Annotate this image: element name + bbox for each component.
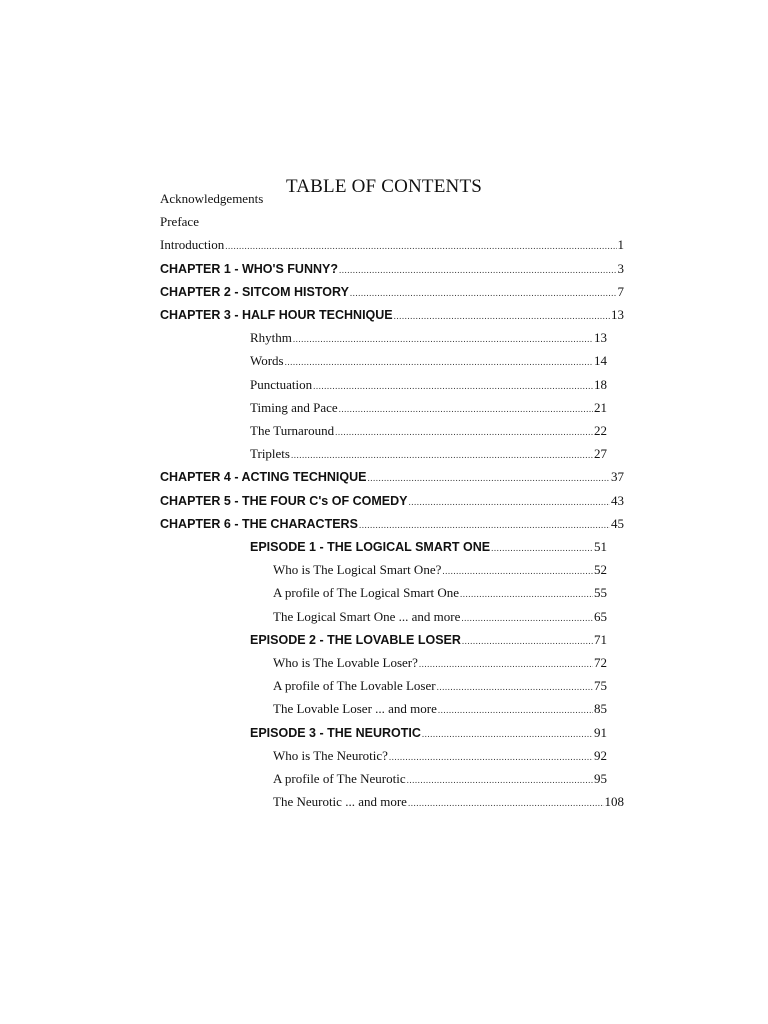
toc-dot-leader	[442, 561, 593, 581]
toc-entry-page: 3	[617, 260, 624, 276]
toc-entry-label: Timing and Pace	[250, 399, 338, 415]
toc-entry	[250, 375, 607, 395]
toc-dot-leader	[389, 747, 593, 767]
toc-entry-page: 51	[594, 539, 607, 554]
toc-dot-leader	[462, 631, 593, 651]
toc-entry-page: 65	[594, 608, 607, 624]
toc-entry	[250, 421, 607, 441]
toc-entry	[160, 305, 624, 325]
toc-entry-label: CHAPTER 6 - THE CHARACTERS	[160, 516, 358, 531]
toc-entry-page: 18	[594, 376, 607, 392]
toc-entry-label: Acknowledgements	[160, 191, 264, 206]
toc-dot-leader	[313, 376, 593, 396]
toc-entry	[160, 467, 624, 487]
toc-entry	[273, 746, 607, 766]
toc-dot-leader	[437, 677, 593, 697]
toc-entry	[250, 537, 607, 557]
toc-entry-label: Triplets	[250, 446, 290, 462]
toc-entry-label: EPISODE 1 - THE LOGICAL SMART ONE	[250, 540, 491, 554]
toc-entry-page: 13	[594, 330, 607, 346]
toc-entry-page: 13	[611, 307, 624, 322]
toc-dot-leader	[408, 492, 610, 512]
toc-dot-leader	[407, 770, 593, 790]
toc-entry-label: The Turnaround	[250, 423, 335, 438]
toc-entry	[250, 444, 607, 464]
toc-entry-page: 92	[594, 747, 607, 763]
toc-dot-leader	[368, 468, 611, 488]
toc-entry-label: A profile of The Lovable Loser	[273, 678, 436, 694]
page-title: TABLE OF CONTENTS	[285, 175, 483, 197]
toc-dot-leader	[408, 793, 604, 813]
toc-entry	[273, 676, 607, 696]
toc-entry-label: Who is The Logical Smart One?	[273, 562, 442, 578]
toc-entry-label: The Neurotic ... and more	[273, 794, 407, 810]
toc-entry-page: 22	[594, 423, 607, 438]
toc-entry-page: 72	[594, 655, 607, 670]
toc-entry-label: CHAPTER 1 - WHO'S FUNNY?	[160, 261, 338, 276]
toc-entry	[250, 723, 607, 743]
toc-entry-page: 21	[594, 399, 607, 415]
toc-entry-page: 37	[611, 469, 624, 485]
toc-entry-label: The Logical Smart One ... and more	[273, 608, 461, 624]
toc-dot-leader	[293, 329, 593, 349]
toc-dot-leader	[422, 724, 593, 744]
toc-entry-label: Words	[250, 353, 284, 369]
toc-entry-page: 108	[604, 794, 624, 810]
toc-entry-label: Punctuation	[250, 376, 313, 392]
toc-entry	[160, 189, 624, 209]
toc-dot-leader	[461, 608, 593, 628]
toc-entry	[273, 792, 624, 812]
toc-dot-leader	[460, 584, 593, 604]
toc-dot-leader	[438, 700, 593, 720]
toc-entry-page: 85	[594, 701, 607, 717]
toc-entry-label: A profile of The Neurotic	[273, 771, 406, 786]
toc-entry	[273, 699, 607, 719]
toc-dot-leader	[291, 445, 593, 465]
toc-entry	[160, 235, 624, 255]
toc-entry-label: CHAPTER 4 - ACTING TECHNIQUE	[160, 470, 367, 485]
toc-dot-leader	[491, 538, 593, 558]
toc-dot-leader	[339, 399, 593, 419]
toc-entry	[160, 212, 624, 232]
toc-entry	[160, 514, 624, 534]
toc-entry-label: The Lovable Loser ... and more	[273, 701, 437, 717]
toc-entry-label: Preface	[160, 214, 199, 230]
toc-entry-label: Introduction	[160, 237, 225, 253]
toc-dot-leader	[285, 352, 593, 372]
toc-entry	[273, 560, 607, 580]
toc-dot-leader	[225, 236, 616, 256]
toc-dot-leader	[359, 515, 610, 535]
toc-entry-label: Who is The Lovable Loser?	[273, 655, 418, 670]
toc-entry-label: CHAPTER 5 - THE FOUR C's OF COMEDY	[160, 493, 408, 508]
toc-entry	[160, 491, 624, 511]
toc-entry-page: 14	[594, 353, 607, 369]
toc-entry-page: 52	[594, 562, 607, 578]
toc-entry	[273, 769, 607, 789]
toc-entry-label: Who is The Neurotic?	[273, 747, 388, 763]
toc-entry	[273, 653, 607, 673]
toc-entry-label: EPISODE 2 - THE LOVABLE LOSER	[250, 632, 461, 647]
toc-entry-page: 75	[594, 678, 607, 694]
toc-entry-label: EPISODE 3 - THE NEUROTIC	[250, 725, 421, 740]
toc-entry-page: 27	[594, 446, 607, 462]
toc-dot-leader	[339, 260, 617, 280]
toc-entry-page: 95	[594, 771, 607, 786]
toc-entry-page: 45	[611, 515, 624, 531]
toc-entry	[160, 282, 624, 302]
toc-entry	[160, 259, 624, 279]
toc-dot-leader	[350, 283, 617, 303]
toc-entry	[250, 328, 607, 348]
toc-entry-page: 91	[594, 724, 607, 740]
toc-entry-page: 43	[611, 492, 624, 508]
toc-dot-leader	[394, 306, 610, 326]
toc-entry	[273, 607, 607, 627]
toc-entry-page: 7	[617, 283, 624, 299]
toc-entry-label: CHAPTER 2 - SITCOM HISTORY	[160, 284, 349, 299]
toc-entry	[250, 630, 607, 650]
toc-entry	[273, 583, 607, 603]
toc-entry-label: CHAPTER 3 - HALF HOUR TECHNIQUE	[160, 308, 393, 322]
toc-entry-page: 55	[594, 585, 607, 601]
toc-entry-label: Rhythm	[250, 330, 292, 346]
toc-entry-page: 71	[594, 631, 607, 647]
toc-entry	[250, 351, 607, 371]
toc-entry-page: 1	[617, 237, 624, 253]
toc-dot-leader	[335, 422, 593, 442]
toc-entry-label: A profile of The Logical Smart One	[273, 585, 460, 601]
toc-dot-leader	[419, 654, 593, 674]
toc-entry	[250, 398, 607, 418]
